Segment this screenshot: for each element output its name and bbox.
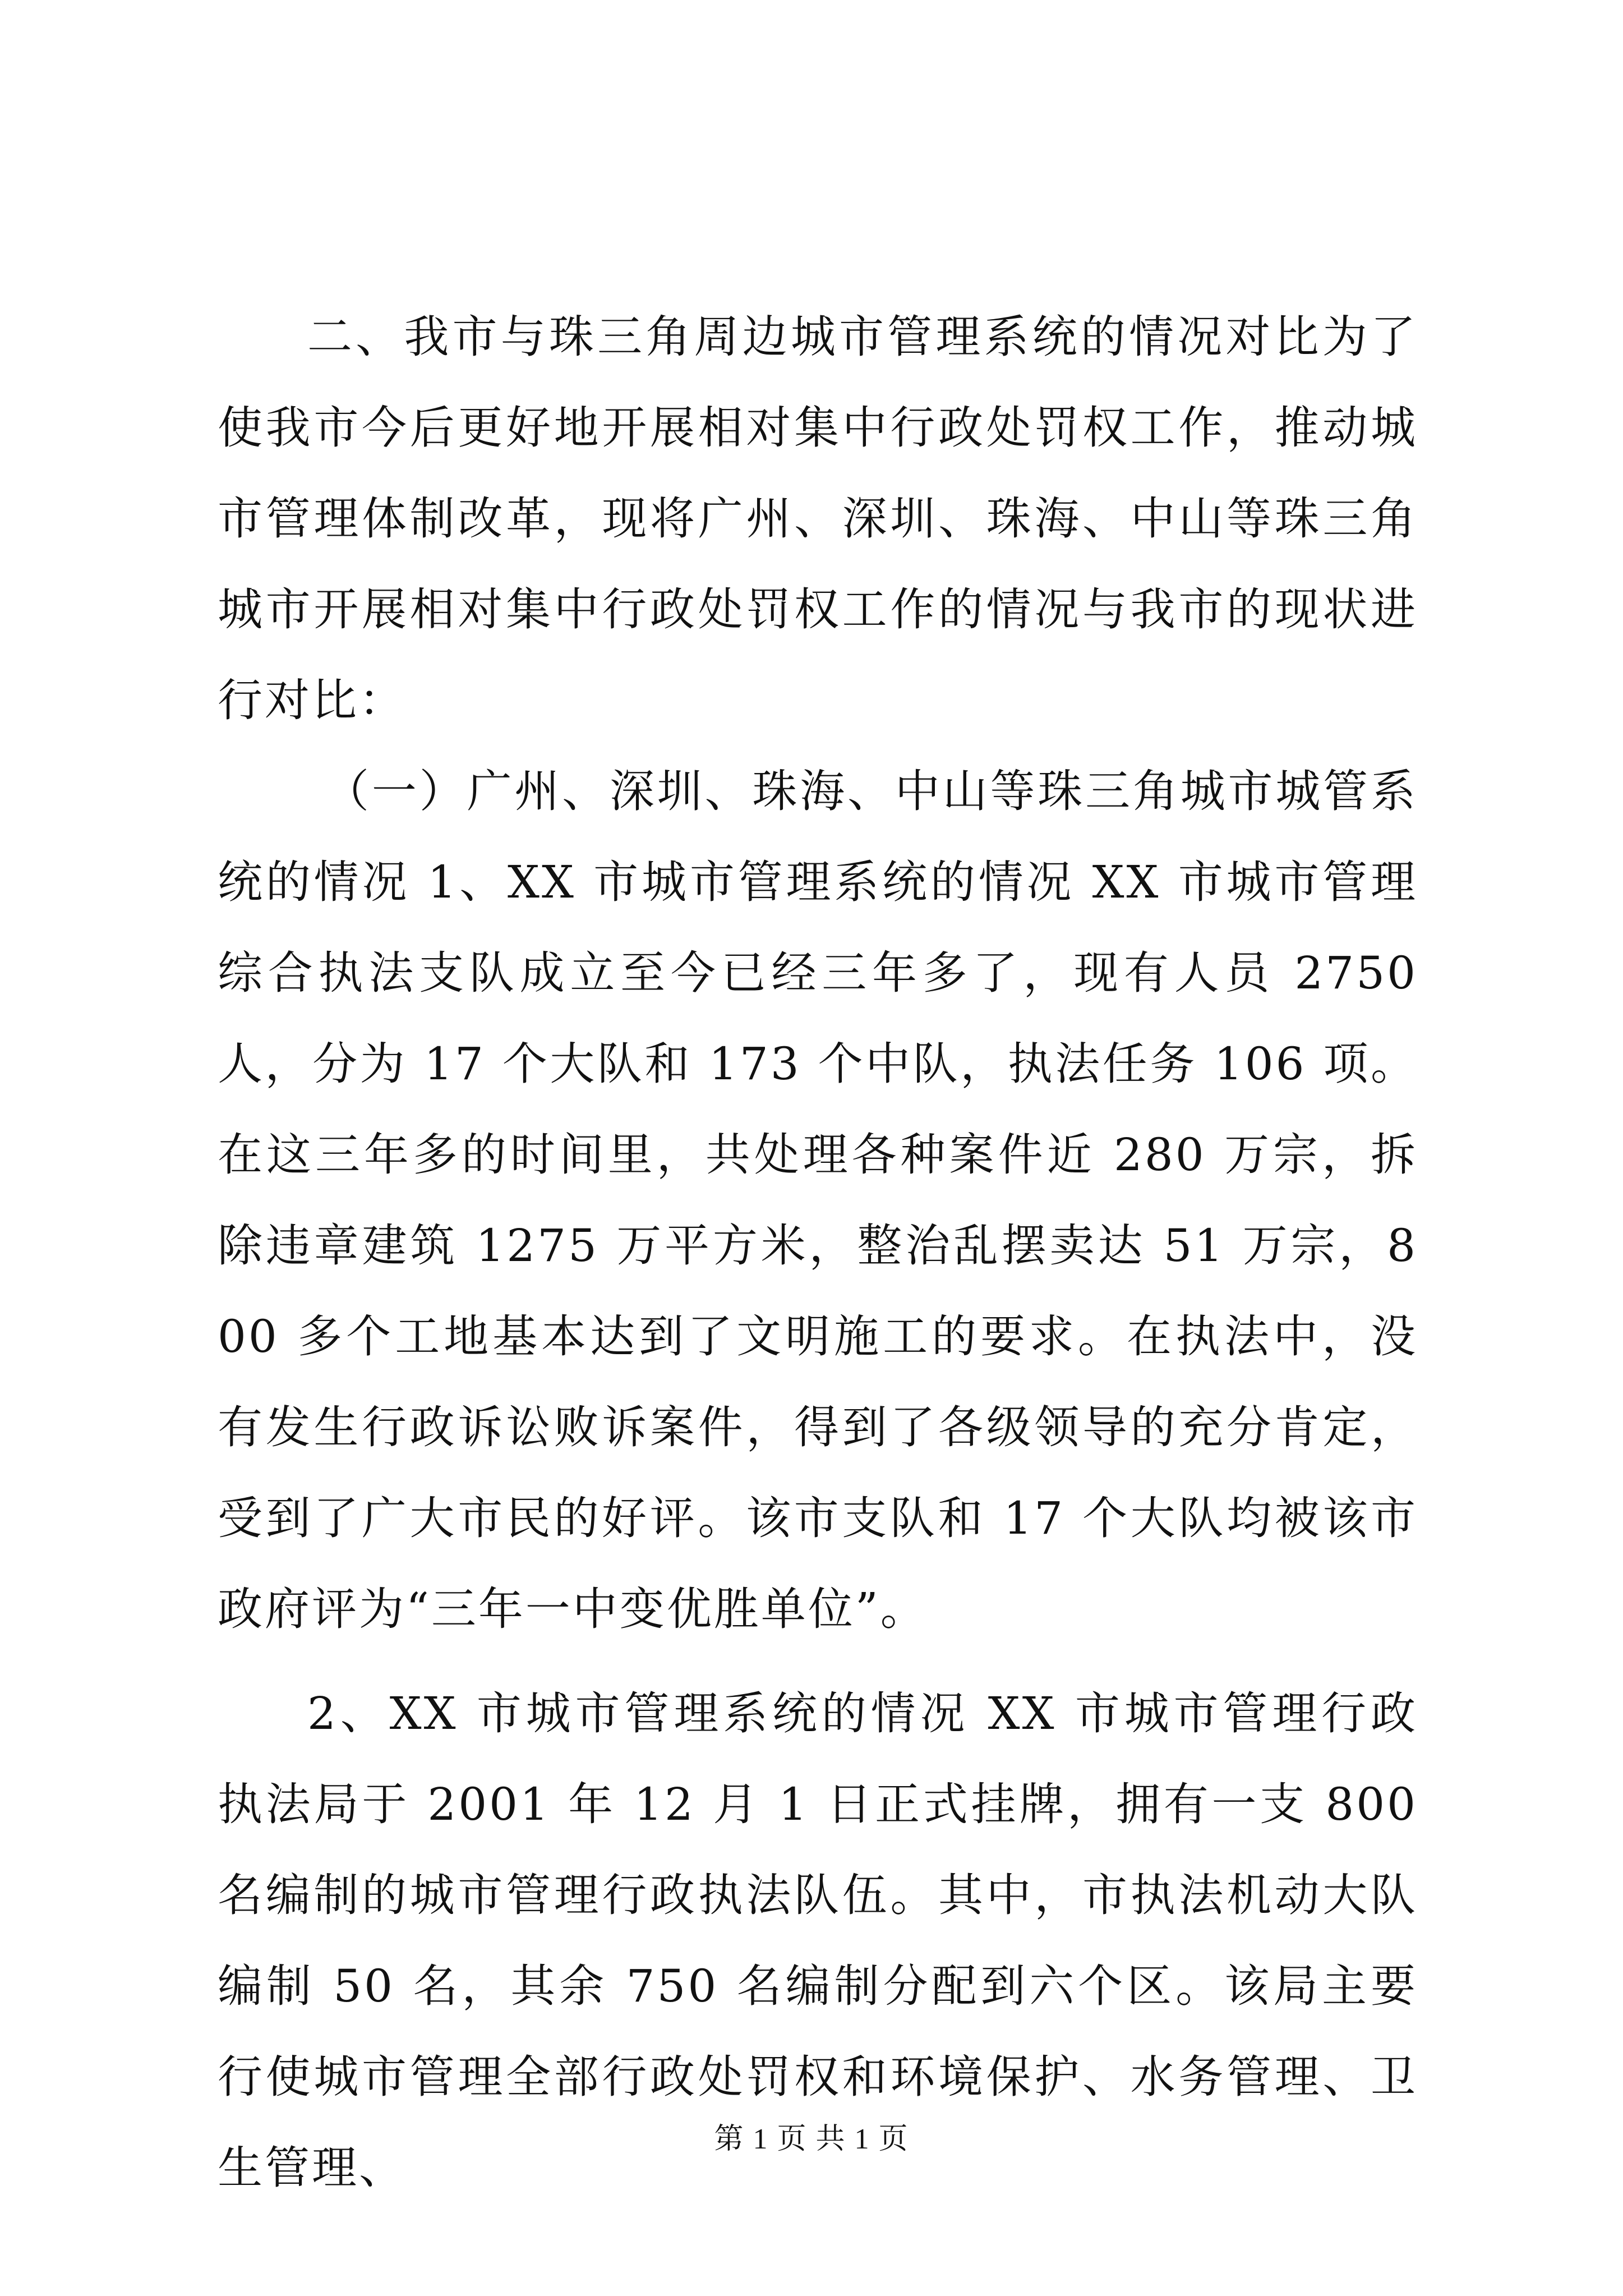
paragraph-3: 2、XX 市城市管理系统的情况 XX 市城市管理行政执法局于 2001 年 12 月 1 日正式挂牌，拥有一支 800 名编制的城市管理行政执法队伍。其中，市执法机动大队编制 50 名，其余 750 名编制分配到六个区。该局主要行使城市管理全部行政处罚权和环境保护、水务管理、卫生管理、 bbox=[218, 1687, 1418, 2194]
page-footer: 第 1 页 共 1 页 bbox=[714, 2123, 909, 2155]
document-body bbox=[218, 292, 1418, 2214]
paragraph-2: （一）广州、深圳、珠海、中山等珠三角城市城管系统的情况 1、XX 市城市管理系统的情况 XX 市城市管理综合执法支队成立至今已经三年多了，现有人员 2750 人，分为 17 个大队和 173 个中队，执法任务 106 项。在这三年多的时间里，共处理各种案件近 280 万宗，拆除违章建筑 1275 万平方米，整治乱摆卖达 51 万宗，800 多个工地基本达到了文明施工的要求。在执法中，没有发生行政诉讼败诉案件，得到了各级领导的充分肯定，受到了广大市民的好评。该市支队和 17 个大队均被该市政府评为“三年一中变优胜单位”。 bbox=[218, 765, 1418, 1635]
paragraph-1: 二、我市与珠三角周边城市管理系统的情况对比为了使我市今后更好地开展相对集中行政处罚权工作，推动城市管理体制改革，现将广州、深圳、珠海、中山等珠三角城市开展相对集中行政处罚权工作的情况与我市的现状进行对比： bbox=[218, 311, 1418, 726]
